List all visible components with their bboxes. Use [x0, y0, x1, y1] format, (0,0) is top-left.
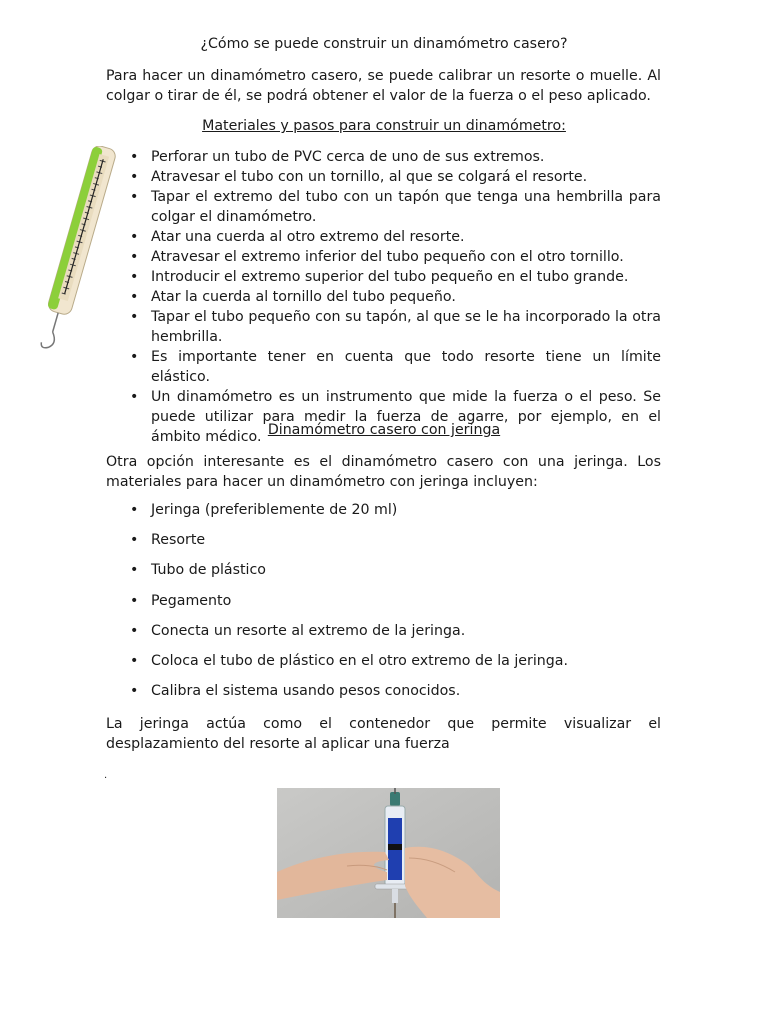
- list-item: • Introducir el extremo superior del tubo pequeño en el tubo grande.: [130, 267, 661, 287]
- list-item: • Atar la cuerda al tornillo del tubo pequeño.: [130, 287, 661, 307]
- list-item: • Atar una cuerda al otro extremo del resorte.: [130, 227, 661, 247]
- list-item: • Jeringa (preferiblemente de 20 ml): [130, 500, 661, 520]
- list-item: • Coloca el tubo de plástico en el otro extremo de la jeringa.: [130, 651, 661, 671]
- list-item: • Tubo de plástico: [130, 560, 661, 580]
- closing-paragraph: La jeringa actúa como el contenedor que permite visualizar el desplazamiento del resorte al aplicar una fuerza: [106, 716, 661, 752]
- steps-list: [130, 147, 661, 447]
- list-item: • Calibra el sistema usando pesos conocidos.: [130, 681, 661, 701]
- list-item: • Es importante tener en cuenta que todo resorte tiene un límite elástico.: [130, 347, 661, 387]
- list-item: • Un dinamómetro es un instrumento que mide la fuerza o el peso. Se puede utilizar para medir la fuerza de agarre, por ejemplo, en el ámbito médico.: [130, 387, 661, 447]
- list-item: • Pegamento: [130, 591, 661, 611]
- stray-dot: .: [104, 770, 108, 781]
- intro-paragraph: Para hacer un dinamómetro casero, se puede calibrar un resorte o muelle. Al colgar o tirar de él, se podrá obtener el valor de la fuerza o el peso aplicado.: [106, 68, 661, 104]
- list-item: • Perforar un tubo de PVC cerca de uno de sus extremos.: [130, 147, 661, 167]
- list-item: • Tapar el extremo del tubo con un tapón que tenga una hembrilla para colgar el dinamómetro.: [130, 187, 661, 227]
- materials-list: [130, 500, 661, 711]
- syringe-photo: [277, 788, 500, 918]
- dynamometer-illustration: [24, 146, 116, 368]
- list-item: • Atravesar el extremo inferior del tubo pequeño con el otro tornillo.: [130, 247, 661, 267]
- list-item: • Atravesar el tubo con un tornillo, al que se colgará el resorte.: [130, 167, 661, 187]
- list-item: • Tapar el tubo pequeño con su tapón, al que se le ha incorporado la otra hembrilla.: [130, 307, 661, 347]
- section-heading-syringe: Dinamómetro casero con jeringa: [267, 422, 501, 438]
- page-title: ¿Cómo se puede construir un dinamómetro casero?: [200, 36, 568, 52]
- syringe-intro-paragraph: Otra opción interesante es el dinamómetro casero con una jeringa. Los materiales para hacer un dinamómetro con jeringa incluyen:: [106, 454, 661, 490]
- list-item: • Resorte: [130, 530, 661, 550]
- list-item: • Conecta un resorte al extremo de la jeringa.: [130, 621, 661, 641]
- section-heading-materials: Materiales y pasos para construir un dinamómetro:: [202, 118, 566, 134]
